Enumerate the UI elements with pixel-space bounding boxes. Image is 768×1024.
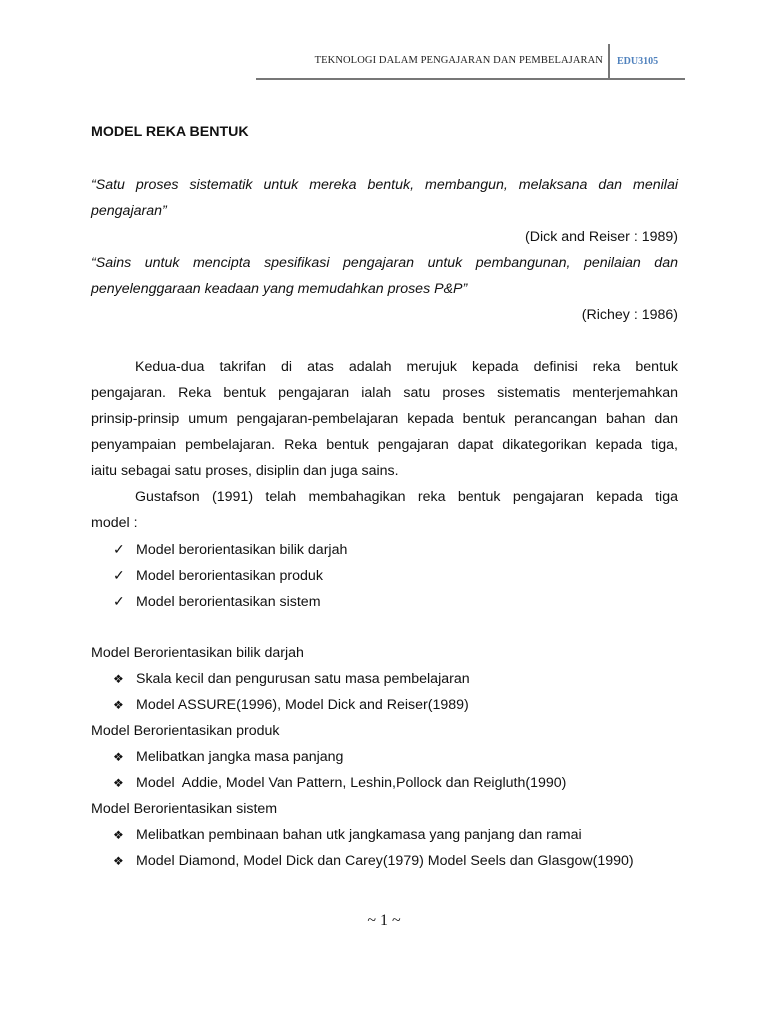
- diamond-bullet-icon: ❖: [113, 672, 124, 686]
- header-divider: [608, 44, 610, 79]
- subsection-item-label: Melibatkan jangka masa panjang: [136, 749, 344, 765]
- quote2-line1: [91, 255, 678, 271]
- para2-line: model :: [91, 515, 138, 531]
- diamond-bullet-icon: ❖: [113, 698, 124, 712]
- section-title: MODEL REKA BENTUK: [91, 124, 249, 140]
- check-icon: ✓: [113, 567, 125, 583]
- model-list-item: [113, 541, 347, 558]
- subsection-item: [113, 775, 566, 791]
- diamond-bullet-icon: ❖: [113, 854, 124, 868]
- model-list-label: Model berorientasikan bilik darjah: [136, 542, 348, 558]
- subsection-item: [113, 749, 343, 765]
- quote2-line1-part-a: “Sains untuk mencipta spesifikasi pengajaran: [91, 255, 428, 271]
- subsection-item: [113, 697, 469, 713]
- subsection-item: [113, 671, 470, 687]
- subsection-item: [113, 827, 582, 843]
- model-list-label: Model berorientasikan produk: [136, 568, 323, 584]
- check-icon: ✓: [113, 541, 125, 557]
- quote1-line1: “Satu proses sistematik untuk mereka bentuk, membangun, melaksana dan menilai: [91, 177, 678, 193]
- model-list-item: [113, 593, 321, 610]
- model-list-item: [113, 567, 323, 584]
- subsection-item-label: Model Addie, Model Van Pattern, Leshin,Pollock dan Reigluth(1990): [136, 775, 567, 791]
- subsection-heading: Model Berorientasikan produk: [91, 723, 280, 739]
- para2-line: Gustafson (1991) telah membahagikan reka bentuk pengajaran kepada tiga: [135, 489, 678, 505]
- header-rule: [256, 78, 685, 80]
- diamond-bullet-icon: ❖: [113, 750, 124, 764]
- check-icon: ✓: [113, 593, 125, 609]
- subsection-item-label: Model ASSURE(1996), Model Dick and Reiser(1989): [136, 697, 469, 713]
- subsection-item-label: Melibatkan pembinaan bahan utk jangkamasa yang panjang dan ramai: [136, 827, 582, 843]
- quote1-line2: pengajaran”: [91, 203, 167, 219]
- para1-line: Kedua-dua takrifan di atas adalah merujuk kepada definisi reka bentuk: [135, 359, 678, 375]
- header-course-code: EDU3105: [617, 56, 659, 67]
- subsection-item-label: Skala kecil dan pengurusan satu masa pembelajaran: [136, 671, 470, 687]
- quote2-line1-part-b: untuk pembangunan, penilaian dan: [427, 255, 678, 271]
- para1-line: pengajaran. Reka bentuk pengajaran ialah satu proses sistematis menterjemahkan: [91, 385, 678, 401]
- quote2-line2: penyelenggaraan keadaan yang memudahkan proses P&P”: [91, 281, 468, 297]
- para1-line: iaitu sebagai satu proses, disiplin dan juga sains.: [91, 463, 399, 479]
- subsection-heading: Model Berorientasikan bilik darjah: [91, 645, 304, 661]
- header-title: TEKNOLOGI DALAM PENGAJARAN DAN PEMBELAJARAN: [314, 55, 603, 66]
- model-list-label: Model berorientasikan sistem: [136, 594, 321, 610]
- para1-line: penyampaian pembelajaran. Reka bentuk pengajaran dapat dikategorikan kepada tiga,: [91, 437, 678, 453]
- diamond-bullet-icon: ❖: [113, 776, 124, 790]
- diamond-bullet-icon: ❖: [113, 828, 124, 842]
- subsection-item-label: Model Diamond, Model Dick dan Carey(1979) Model Seels dan Glasgow(1990): [136, 853, 634, 869]
- subsection-item: [113, 853, 634, 869]
- page-number: ~ 1 ~: [367, 912, 401, 929]
- para1-line: prinsip-prinsip umum pengajaran-pembelajaran kepada bentuk perancangan bahan dan: [91, 411, 678, 427]
- quote2-citation: (Richey : 1986): [581, 307, 678, 323]
- quote1-citation: (Dick and Reiser : 1989): [525, 229, 678, 245]
- subsection-heading: Model Berorientasikan sistem: [91, 801, 278, 817]
